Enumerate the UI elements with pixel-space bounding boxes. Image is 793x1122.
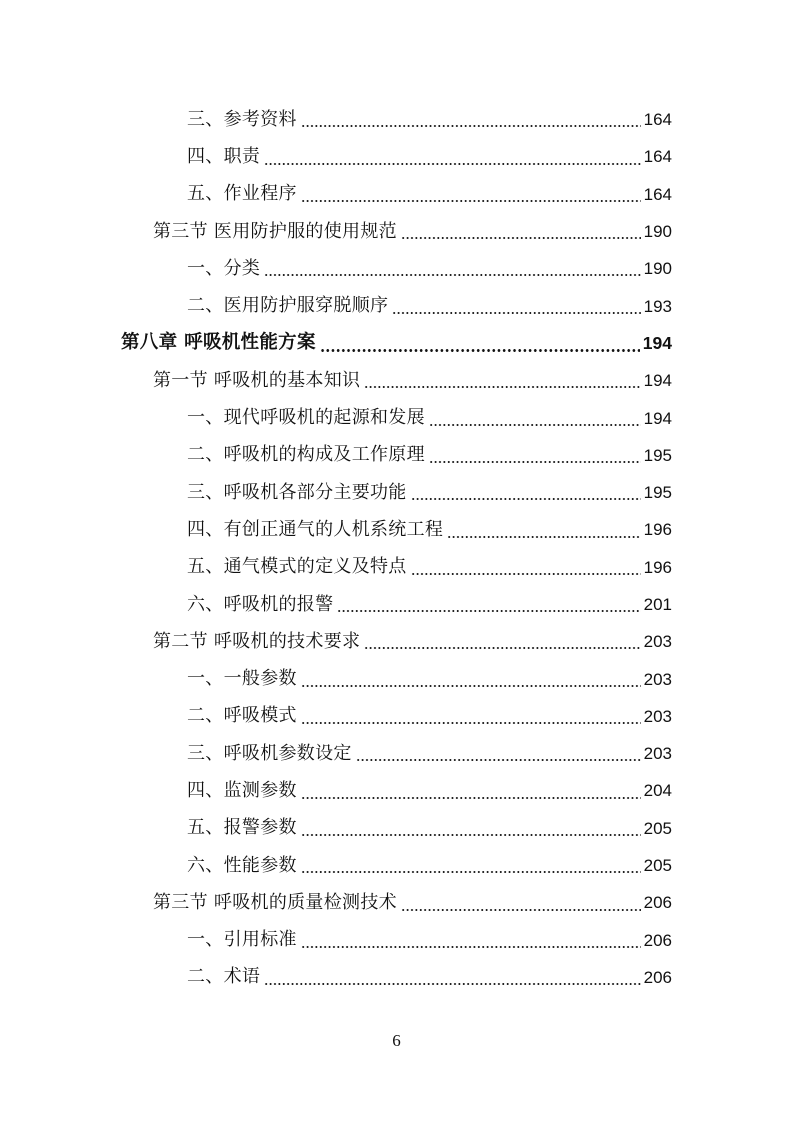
toc-dot-leader bbox=[392, 312, 640, 314]
toc-subsection-entry[interactable] bbox=[0, 176, 793, 213]
toc-entry-page-number: 203 bbox=[643, 669, 672, 689]
toc-entry-title: 五、通气模式的定义及特点 bbox=[187, 556, 407, 578]
toc-entry-title: 一、现代呼吸机的起源和发展 bbox=[187, 407, 425, 429]
toc-entry-page-number: 194 bbox=[642, 332, 672, 353]
toc-subsection-entry[interactable] bbox=[0, 101, 793, 138]
toc-entry-title: 第二节 呼吸机的技术要求 bbox=[153, 630, 361, 652]
toc-subsection-entry[interactable] bbox=[0, 250, 793, 287]
toc-entry-title: 四、有创正通气的人机系统工程 bbox=[187, 518, 444, 540]
toc-subsection-entry[interactable] bbox=[0, 399, 793, 436]
toc-entry-title: 第三节 呼吸机的质量检测技术 bbox=[153, 891, 397, 913]
toc-dot-leader bbox=[301, 685, 641, 687]
toc-dot-leader bbox=[301, 871, 641, 873]
toc-entry-title: 三、参考资料 bbox=[187, 108, 297, 130]
toc-dot-leader bbox=[301, 722, 641, 724]
toc-section-entry[interactable] bbox=[0, 213, 793, 250]
toc-subsection-entry[interactable] bbox=[0, 959, 793, 996]
toc-dot-leader bbox=[301, 946, 641, 948]
toc-subsection-entry[interactable] bbox=[0, 586, 793, 623]
toc-dot-leader bbox=[320, 349, 640, 352]
toc-dot-leader bbox=[401, 909, 641, 911]
toc-entry-page-number: 190 bbox=[643, 222, 672, 242]
toc-entry-title: 二、呼吸模式 bbox=[187, 705, 297, 727]
toc-entry-page-number: 164 bbox=[643, 184, 672, 204]
toc-dot-leader bbox=[264, 983, 640, 985]
toc-subsection-entry[interactable] bbox=[0, 772, 793, 809]
toc-dot-leader bbox=[301, 200, 641, 202]
toc-subsection-entry[interactable] bbox=[0, 511, 793, 548]
toc-dot-leader bbox=[429, 424, 641, 426]
toc-entry-title: 一、引用标准 bbox=[187, 929, 297, 951]
toc-dot-leader bbox=[447, 536, 640, 538]
toc-section-entry[interactable] bbox=[0, 362, 793, 399]
toc-subsection-entry[interactable] bbox=[0, 847, 793, 884]
toc-entry-title: 二、医用防护服穿脱顺序 bbox=[187, 295, 389, 317]
toc-entry-page-number: 201 bbox=[643, 595, 672, 614]
toc-entry-title: 四、监测参数 bbox=[187, 779, 297, 801]
toc-dot-leader bbox=[301, 834, 641, 836]
toc-entry-title: 三、呼吸机参数设定 bbox=[187, 742, 352, 764]
toc-entry-page-number: 196 bbox=[643, 557, 672, 577]
toc-subsection-entry[interactable] bbox=[0, 660, 793, 697]
toc-entry-title: 五、作业程序 bbox=[187, 183, 297, 205]
toc-dot-leader bbox=[337, 610, 640, 612]
toc-entry-title: 一、一般参数 bbox=[187, 668, 297, 690]
toc-entry-title: 一、分类 bbox=[187, 257, 261, 279]
toc-entry-title: 六、性能参数 bbox=[187, 854, 297, 876]
toc-entry-page-number: 206 bbox=[643, 893, 672, 913]
table-of-contents bbox=[0, 101, 793, 996]
page-number: 6 bbox=[392, 1031, 401, 1050]
toc-entry-title: 第三节 医用防护服的使用规范 bbox=[153, 220, 397, 242]
toc-chapter-entry[interactable] bbox=[0, 325, 793, 362]
toc-entry-page-number: 195 bbox=[643, 445, 672, 465]
toc-entry-title: 五、报警参数 bbox=[187, 817, 297, 839]
toc-entry-page-number: 190 bbox=[643, 259, 672, 279]
toc-entry-page-number: 206 bbox=[643, 967, 672, 987]
toc-entry-title: 二、术语 bbox=[187, 966, 261, 988]
toc-entry-page-number: 203 bbox=[643, 632, 672, 652]
toc-entry-page-number: 194 bbox=[643, 371, 672, 391]
toc-entry-title: 六、呼吸机的报警 bbox=[187, 593, 334, 615]
toc-entry-page-number: 204 bbox=[643, 781, 672, 801]
toc-dot-leader bbox=[411, 498, 641, 500]
toc-entry-title: 三、呼吸机各部分主要功能 bbox=[187, 481, 407, 503]
toc-subsection-entry[interactable] bbox=[0, 138, 793, 175]
toc-entry-title: 第八章 呼吸机性能方案 bbox=[121, 332, 316, 354]
toc-entry-page-number: 205 bbox=[643, 856, 672, 876]
toc-subsection-entry[interactable] bbox=[0, 698, 793, 735]
toc-dot-leader bbox=[264, 163, 640, 165]
toc-entry-title: 四、职责 bbox=[187, 145, 261, 167]
toc-dot-leader bbox=[364, 386, 640, 388]
toc-entry-page-number: 203 bbox=[643, 744, 672, 764]
toc-entry-page-number: 203 bbox=[643, 706, 672, 726]
toc-entry-title: 二、呼吸机的构成及工作原理 bbox=[187, 444, 425, 466]
toc-subsection-entry[interactable] bbox=[0, 810, 793, 847]
toc-dot-leader bbox=[264, 274, 640, 276]
toc-subsection-entry[interactable] bbox=[0, 437, 793, 474]
toc-dot-leader bbox=[401, 237, 641, 239]
toc-entry-page-number: 196 bbox=[643, 520, 672, 540]
toc-subsection-entry[interactable] bbox=[0, 474, 793, 511]
toc-dot-leader bbox=[301, 797, 641, 799]
toc-dot-leader bbox=[411, 573, 641, 575]
toc-entry-page-number: 164 bbox=[643, 147, 672, 167]
toc-entry-page-number: 205 bbox=[643, 818, 672, 838]
toc-entry-page-number: 206 bbox=[643, 930, 672, 950]
toc-subsection-entry[interactable] bbox=[0, 549, 793, 586]
toc-section-entry[interactable] bbox=[0, 884, 793, 921]
toc-dot-leader bbox=[429, 461, 641, 463]
toc-entry-page-number: 195 bbox=[643, 483, 672, 503]
toc-dot-leader bbox=[301, 125, 641, 127]
toc-subsection-entry[interactable] bbox=[0, 922, 793, 959]
toc-entry-title: 第一节 呼吸机的基本知识 bbox=[153, 369, 361, 391]
toc-section-entry[interactable] bbox=[0, 623, 793, 660]
toc-entry-page-number: 193 bbox=[643, 296, 672, 316]
toc-entry-page-number: 194 bbox=[643, 408, 672, 428]
toc-entry-page-number: 164 bbox=[643, 110, 672, 130]
toc-dot-leader bbox=[356, 759, 641, 761]
toc-dot-leader bbox=[364, 647, 640, 649]
toc-subsection-entry[interactable] bbox=[0, 287, 793, 324]
toc-subsection-entry[interactable] bbox=[0, 735, 793, 772]
